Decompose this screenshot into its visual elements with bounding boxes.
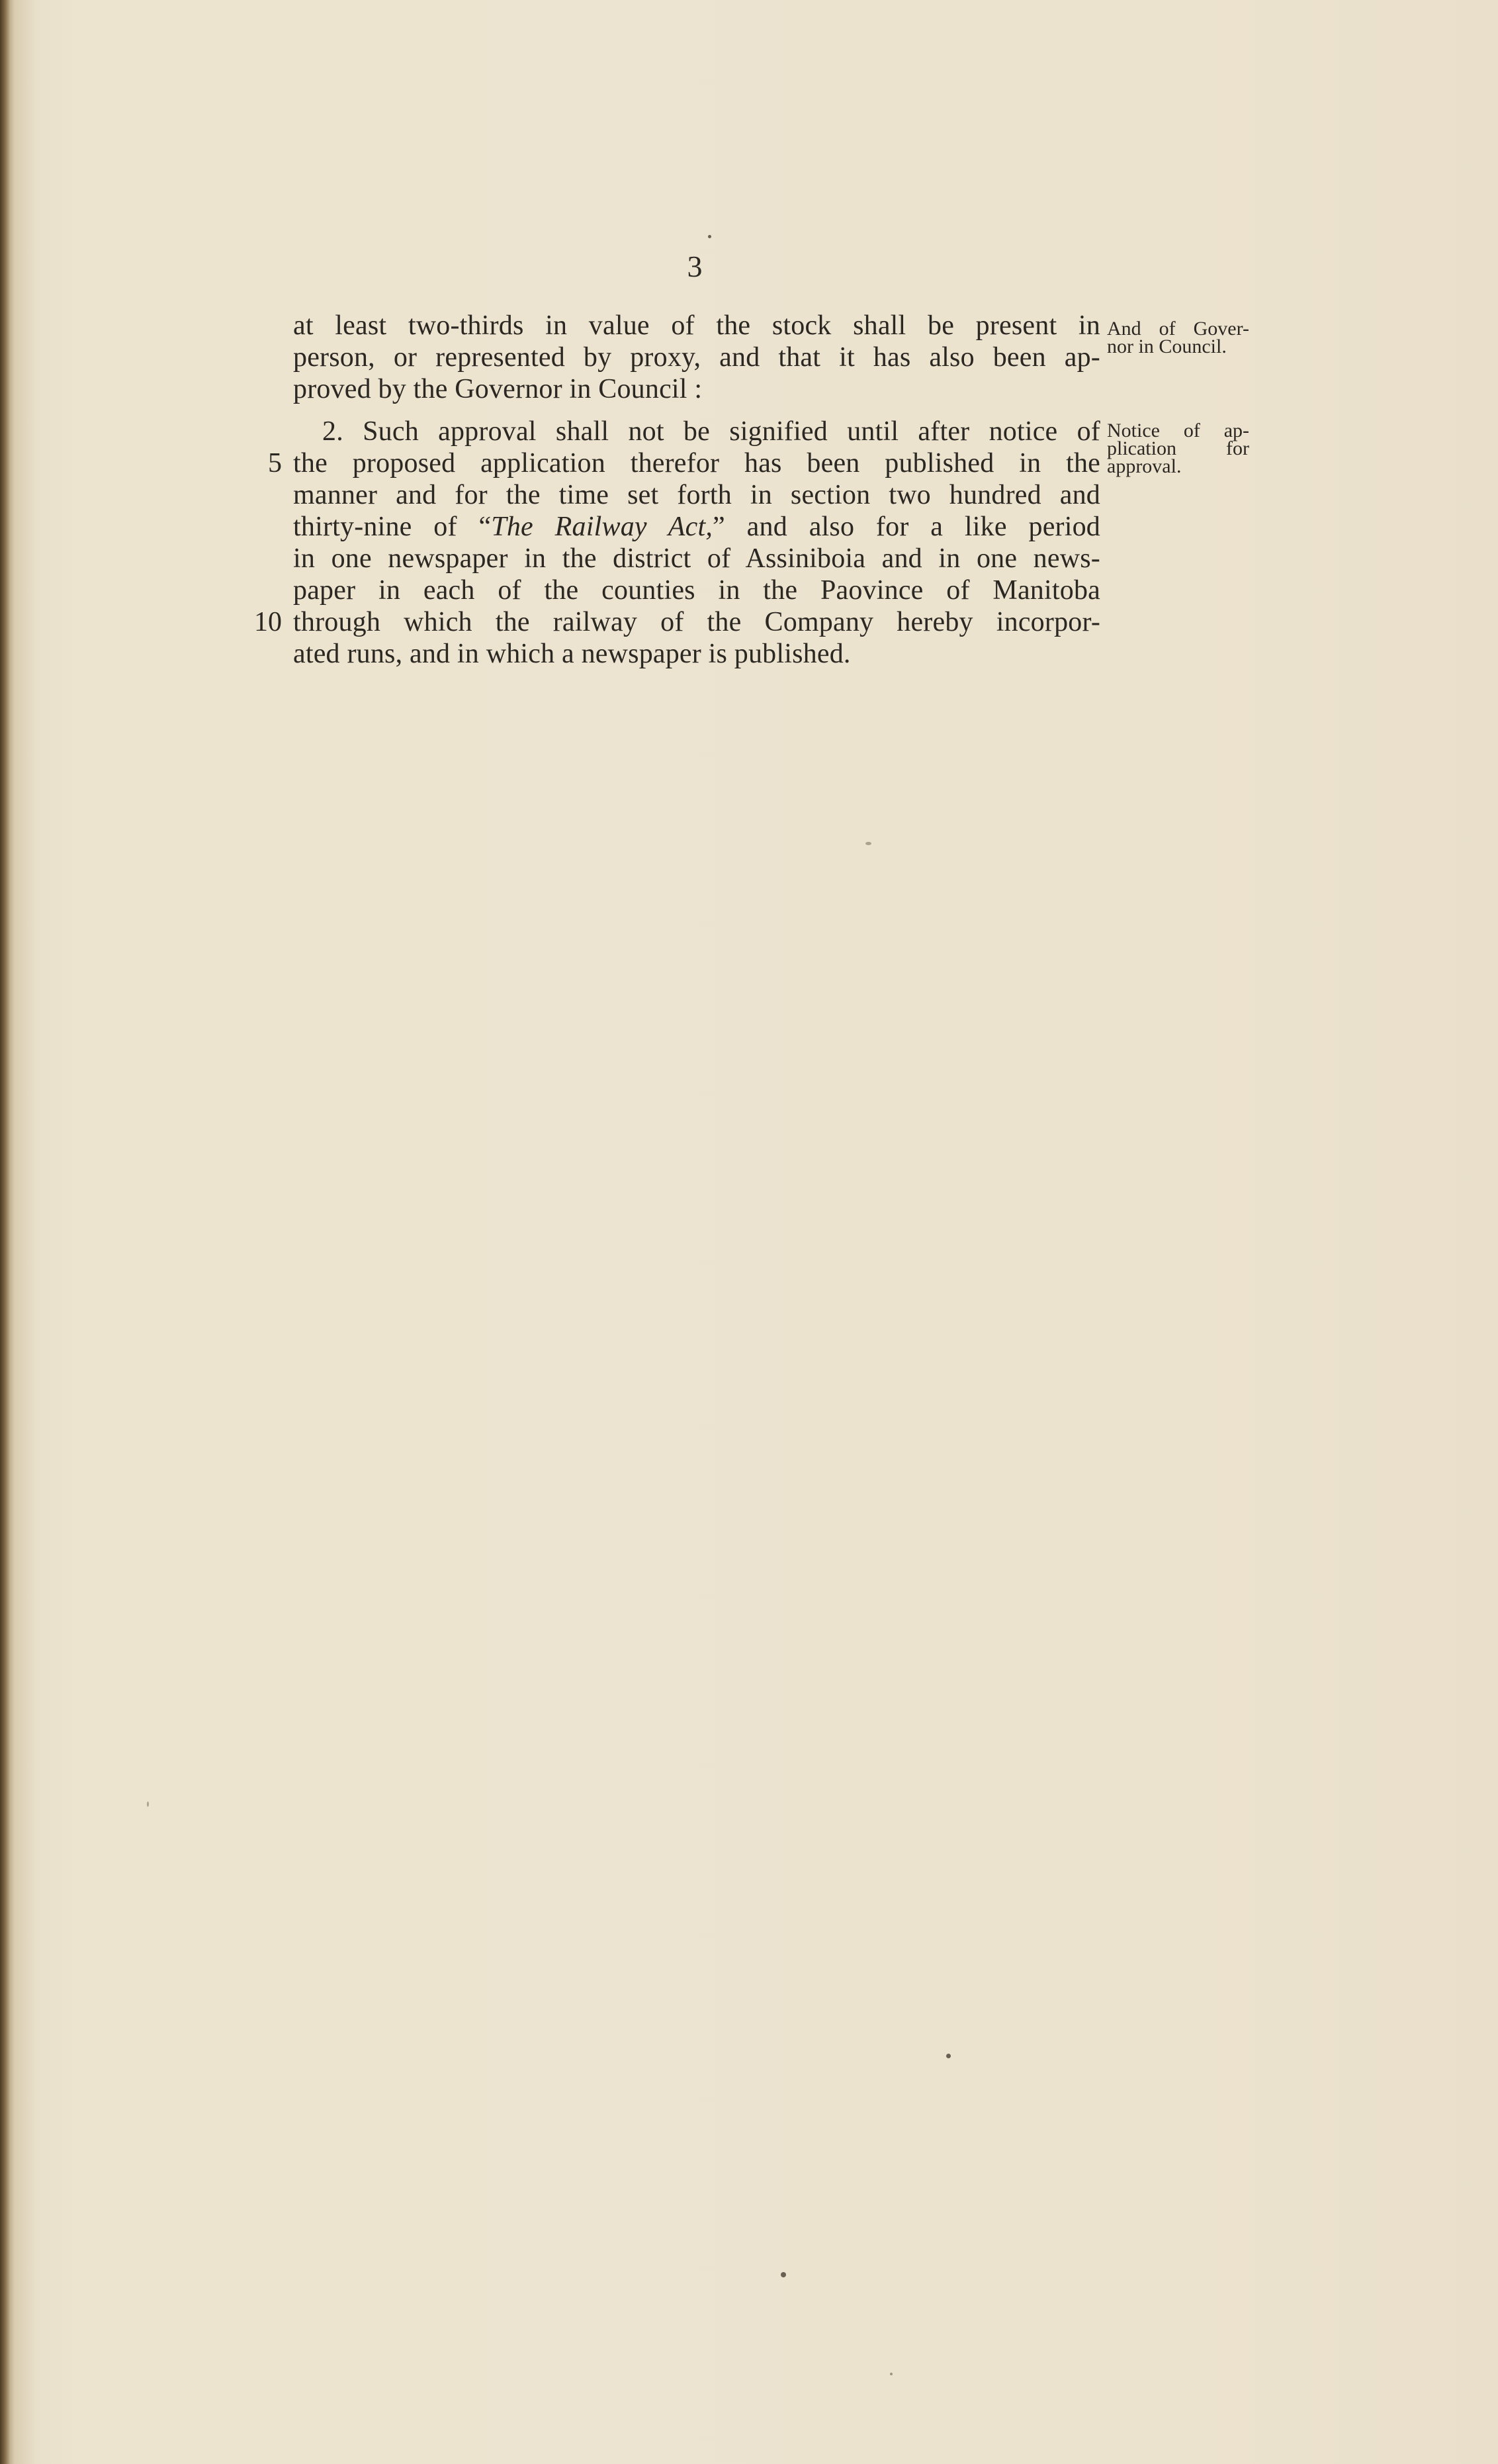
margin-note-line: And of Gover- [1107, 318, 1249, 340]
text-line: person, or represented by proxy, and that it has also been ap- [293, 342, 1100, 373]
text-line [293, 511, 1100, 543]
text-line: in one newspaper in the district of Assiniboia and in one news- [293, 543, 1100, 574]
paragraph-1 [293, 310, 1100, 405]
text-line: paper in each of the counties in the Paovince of Manitoba [293, 575, 1100, 606]
line-number-10: 10 [254, 607, 282, 637]
line-number-5: 5 [268, 448, 282, 479]
margin-note-line: approval. [1107, 455, 1182, 477]
binding-edge [0, 0, 9, 2464]
paragraph-2 [293, 416, 1100, 670]
margin-note-line: Notice of ap- [1107, 420, 1249, 441]
text-line: proved by the Governor in Council : [293, 374, 703, 404]
paper-speck [890, 2373, 893, 2375]
text-line: at least two-thirds in value of the stock shall be present in [293, 310, 1100, 341]
act-title: The Railway Act, [491, 512, 713, 542]
paper-speck [865, 842, 871, 845]
paper-speck [708, 235, 711, 238]
margin-note-line: nor in Council. [1107, 336, 1227, 357]
margin-note-governor-in-council [1107, 320, 1249, 355]
text-line: manner and for the time set forth in section two hundred and [293, 480, 1100, 510]
margin-note-line: plication for [1107, 437, 1249, 459]
text-fragment: ” and also for a like period [713, 512, 1100, 542]
paper-speck [781, 2272, 786, 2277]
text-fragment: thirty-nine of “ [293, 512, 492, 542]
text-line: 2. Such approval shall not be signified until after notice of [322, 416, 1100, 447]
text-line: through which the railway of the Company hereby incorpor- [293, 607, 1100, 637]
text-line: the proposed application therefor has been published in the [293, 448, 1100, 479]
paper-speck [147, 1802, 149, 1807]
margin-note-notice-of-application [1107, 422, 1249, 475]
text-line: ated runs, and in which a newspaper is published. [293, 639, 851, 669]
page-number: 3 [687, 250, 703, 283]
paper-speck [946, 2054, 951, 2058]
